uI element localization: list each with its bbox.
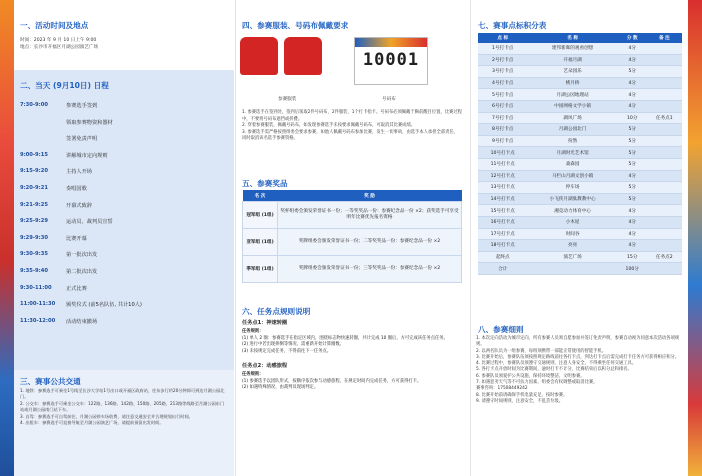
points-cell-id: 13号打卡点 xyxy=(478,182,527,194)
points-cell-name: 桃月桥 xyxy=(527,77,617,89)
points-cell-id: 10号打卡点 xyxy=(478,147,527,159)
schedule-row xyxy=(20,102,228,109)
points-cell-id: 18号打卡点 xyxy=(478,240,527,252)
task-2-label: 任务规则： xyxy=(242,372,264,378)
task-1-rule: (3) 未按规定完成任务，不得前往下一任务点。 xyxy=(242,348,332,354)
schedule-time: 7:30-9:00 xyxy=(20,102,48,108)
points-cell-name: 中国网格文学小镇 xyxy=(527,100,617,112)
schedule-row xyxy=(20,202,228,209)
task-1-rule: (1) 单人 2 圈：参赛选手在指定区域内，围绕标志物快速转圈，共计完成 10 圈后，方可完成该任务点任务。 xyxy=(242,335,448,341)
points-row xyxy=(478,182,682,194)
points-cell-score: 5分 xyxy=(618,66,647,78)
schedule-event: 第一批次出发 xyxy=(66,252,98,259)
points-row xyxy=(478,193,682,205)
points-cell-note: 任务点1 xyxy=(647,112,682,124)
apparel-para: 3. 参赛选手需严格按照组委会要求参赛，如他人佩戴号码布参加比赛，发生一切事故，由选手本人承担全部责任，同时取消该名选手参赛资格。 xyxy=(242,129,459,142)
schedule-event: 活动结束撤场 xyxy=(66,318,98,325)
points-cell-note xyxy=(647,193,682,205)
points-cell-id: 15号打卡点 xyxy=(478,205,527,217)
schedule-row xyxy=(20,251,228,258)
transport-para: 3. 自驾：参赛选手可自驾前往，月湖公园停车场收费，请注意交通安全并合理规划出行时间。 xyxy=(20,413,193,419)
award-rank: 亚军组 (1组) xyxy=(243,229,278,256)
race-bib-image xyxy=(354,37,428,85)
points-cell-id: 14号打卡点 xyxy=(478,193,527,205)
points-cell-note xyxy=(647,124,682,136)
award-reward: 奖牌组委会颁发荣誉证书一份；二等奖奖品一份：参赛纪念品一份 ×2 xyxy=(278,229,462,256)
schedule-time: 9:30-11:00 xyxy=(20,284,52,291)
points-cell-name: 演艺广场 xyxy=(527,251,617,263)
points-cell-score: 100分 xyxy=(618,263,647,275)
section-1-title: 一、活动时间及地点 xyxy=(20,21,89,30)
points-cell-note xyxy=(647,147,682,159)
points-row xyxy=(478,205,682,217)
shirt-front-image xyxy=(240,37,278,75)
awards-header-reward: 奖 励 xyxy=(278,190,462,202)
points-row xyxy=(478,112,682,124)
points-cell-note: 任务点2 xyxy=(647,251,682,263)
transport-para: 4. 出租车：参赛选手可直接导航至月湖公园演艺广场，请提前预留出发时间。 xyxy=(20,420,164,426)
points-cell-name: 开福月湖 xyxy=(527,54,617,66)
rule-para: 7. 如遇恶劣天气等不可抗力因素，组委会有权调整或取消比赛。 xyxy=(476,380,598,386)
points-row xyxy=(478,100,682,112)
points-cell-name: 亮亮 xyxy=(527,240,617,252)
event-time: 时间：2023 年 9 月 10 日上午 9:00 xyxy=(20,38,97,43)
points-cell-score: 15分 xyxy=(618,251,647,263)
column-right xyxy=(472,0,688,476)
points-cell-note xyxy=(647,216,682,228)
schedule-time: 11:30-12:00 xyxy=(20,317,56,324)
section-4-title: 四、参赛服装、号码布佩戴要求 xyxy=(242,21,349,30)
points-cell-score: 4分 xyxy=(618,54,647,66)
rule-para: 1. 本次定向活动为城市定向，所有参赛人员须自愿参加并签订免责声明，参赛自动视为同意本次活动各项规则。 xyxy=(476,336,680,348)
event-place: 地点：长沙市开福区月湖公园演艺广场 xyxy=(20,45,99,50)
points-cell-score: 5分 xyxy=(618,124,647,136)
points-row xyxy=(478,147,682,159)
rule-para: 赛事咨询：17508449242 xyxy=(476,386,528,392)
rule-para: 8. 比赛开始前请确保手机电量充足，按时参赛。 xyxy=(476,392,568,398)
points-row xyxy=(478,240,682,252)
schedule-event: 开幕式致辞 xyxy=(66,202,92,209)
schedule-row xyxy=(20,135,228,142)
schedule-event: 正式比赛 xyxy=(66,285,87,292)
award-rank: 冠军组 (1组) xyxy=(243,202,278,229)
points-cell-name: 艺朵园乐 xyxy=(527,66,617,78)
rule-para: 5. 各打卡点开放时间为比赛期间，逾时打卡不计分，比赛结束后以积分总和排名。 xyxy=(476,367,632,373)
points-row xyxy=(478,216,682,228)
points-row xyxy=(478,43,682,54)
points-cell-score: 4分 xyxy=(618,100,647,112)
section-6-title: 六、任务点规则说明 xyxy=(242,307,311,316)
schedule-time: 9:21-9:25 xyxy=(20,201,48,208)
points-cell-note xyxy=(647,240,682,252)
bib-number: 10001 xyxy=(362,50,420,70)
schedule-row xyxy=(20,318,228,325)
section-2-title: 二、当天 (9月10日) 日程 xyxy=(20,81,109,90)
apparel-para: 1. 参赛选手在签到处，签到后领取2件号码布、2件服装、1个打卡指卡。号码布必须佩戴于胸前醒目位置，比赛过程中，不要将号码布遮挡或折叠。 xyxy=(242,110,462,122)
schedule-time: 9:29-9:30 xyxy=(20,234,48,241)
bib-caption: 号码布 xyxy=(382,97,396,102)
points-cell-note xyxy=(647,100,682,112)
apparel-para: 2. 穿着参赛服装，佩戴号码布，如发现参赛选手未按要求佩戴号码布，可取消其比赛成绩。 xyxy=(242,123,416,129)
award-reward: 奖杯组委会颁发荣誉证书一份；一等奖奖品一份：参赛纪念品一份 ×2；获奖选手可享受明年比赛优先报名资格 xyxy=(278,202,462,229)
section-5-title: 五、参赛奖品 xyxy=(242,179,288,188)
points-cell-score: 5分 xyxy=(618,135,647,147)
schedule-time: 9:20-9:21 xyxy=(20,185,48,191)
points-cell-name: 桑森园 xyxy=(527,158,617,170)
points-cell-name: 扮然 xyxy=(527,135,617,147)
rule-para: 2. 以两名队员为一组参赛，每组须携带一部能正常使用的智能手机。 xyxy=(476,348,607,354)
rules-body xyxy=(476,336,684,405)
points-row xyxy=(478,135,682,147)
points-cell-note xyxy=(647,228,682,240)
schedule-row xyxy=(20,218,228,225)
points-row xyxy=(478,263,682,275)
points-cell-id: 16号打卡点 xyxy=(478,216,527,228)
points-row xyxy=(478,77,682,89)
schedule-row xyxy=(20,235,228,242)
points-cell-score: 4分 xyxy=(618,228,647,240)
section-7-title: 七、赛事点标积分表 xyxy=(478,21,547,30)
schedule-event: 参赛选手签到 xyxy=(66,103,98,109)
award-reward: 奖牌组委会颁发荣誉证书一份；三等奖奖品一份：参赛纪念品一份 ×2 xyxy=(278,256,462,283)
awards-table xyxy=(242,190,462,283)
points-cell-score: 4分 xyxy=(618,89,647,101)
schedule-event: 运动员、裁判员宣誓 xyxy=(66,219,113,226)
section-1 xyxy=(20,20,98,51)
column-left xyxy=(14,0,234,476)
points-row xyxy=(478,89,682,101)
points-cell-id: 11号打卡点 xyxy=(478,158,527,170)
points-cell-id: 9号打卡点 xyxy=(478,135,527,147)
shirt-caption: 参赛服装 xyxy=(278,97,297,102)
schedule-time: 9:25-9:29 xyxy=(20,218,48,225)
points-cell-name: 小木屋 xyxy=(527,216,617,228)
task-1-label: 任务规则： xyxy=(242,329,264,335)
points-cell-id: 4号打卡点 xyxy=(478,77,527,89)
section-3-title: 三、赛事公共交通 xyxy=(20,377,81,386)
column-middle xyxy=(236,0,468,476)
points-cell-note xyxy=(647,205,682,217)
points-cell-score: 5分 xyxy=(618,158,647,170)
schedule-time: 11:00-11:30 xyxy=(20,301,56,308)
schedule-row xyxy=(20,301,228,308)
points-cell-name: 小飞侠月湖肽教教中心 xyxy=(527,193,617,205)
points-row xyxy=(478,251,682,263)
points-cell-note xyxy=(647,182,682,194)
task-2-rule: (1) 参赛选手以团队形式，按顺序依次参与动感旅程，在规定时间内完成任务，方可获得打卡。 xyxy=(242,378,422,384)
points-cell-note xyxy=(647,77,682,89)
schedule-time: 9:30-9:35 xyxy=(20,251,48,258)
points-cell-note xyxy=(647,158,682,170)
points-row xyxy=(478,66,682,78)
schedule-time xyxy=(20,135,66,142)
points-cell-score: 4分 xyxy=(618,170,647,182)
points-cell-score: 5分 xyxy=(618,182,647,194)
points-row xyxy=(478,54,682,66)
points-cell-name: 停车场 xyxy=(527,182,617,194)
points-cell-score: 4分 xyxy=(618,205,647,217)
points-cell-name: 月湖公园地理站 xyxy=(527,89,617,101)
award-rank: 季军组 (1组) xyxy=(243,256,278,283)
points-cell-note xyxy=(647,54,682,66)
schedule-row xyxy=(20,185,228,192)
section-8-title: 八、参赛细则 xyxy=(478,325,524,334)
points-table xyxy=(478,33,682,275)
schedule-time: 9:35-9:40 xyxy=(20,268,48,274)
schedule-panel xyxy=(14,70,234,370)
schedule-time: 9:00-9:15 xyxy=(20,151,48,158)
points-cell-id: 2号打卡点 xyxy=(478,54,527,66)
schedule-row xyxy=(20,119,228,126)
shirt-images xyxy=(240,37,322,75)
points-cell-note xyxy=(647,89,682,101)
schedule-event: 第二批次出发 xyxy=(66,269,98,275)
task-1-rule: (2) 进行中若出现摔倒等情况，需重新开始计算圈数。 xyxy=(242,342,344,348)
points-cell-note xyxy=(647,263,682,275)
points-cell-note xyxy=(647,170,682,182)
points-cell-name: 建邦新晖的观看创想 xyxy=(527,43,617,54)
points-cell-id: 起终点 xyxy=(478,251,527,263)
transport-para: 1. 地铁：参赛选手可乘坐1号线至长沙大学站1号出口或开福区政府站，往东步行约20分钟即可到达月湖公园北门。 xyxy=(20,388,225,400)
fold-divider xyxy=(470,0,471,476)
task-2-rule: (2) 如遇特殊情况，由裁判员现场判定。 xyxy=(242,385,319,391)
points-row xyxy=(478,158,682,170)
points-cell-score: 5分 xyxy=(618,193,647,205)
schedule-row xyxy=(20,285,228,292)
points-cell-name: 时间谷 xyxy=(527,228,617,240)
points-cell-score: 4分 xyxy=(618,77,647,89)
points-cell-name: 月湖公园北门 xyxy=(527,124,617,136)
points-cell-name xyxy=(527,263,617,275)
points-cell-name: 月湖时光艺术馆 xyxy=(527,147,617,159)
points-cell-note xyxy=(647,43,682,54)
schedule-event: 签署免责声明 xyxy=(66,136,98,143)
points-cell-id: 17号打卡点 xyxy=(478,228,527,240)
points-cell-score: 10分 xyxy=(618,112,647,124)
transport-panel xyxy=(14,370,234,476)
left-decorative-edge xyxy=(0,0,14,476)
points-header-id: 点 标 xyxy=(478,33,527,43)
rule-para: 4. 比赛过程中，参赛队员须遵守交通规则，注意人身安全，不得乘坐任何交通工具。 xyxy=(476,361,637,367)
rule-para: 9. 请遵守时间规则，注意安全，不乱丢垃圾。 xyxy=(476,398,564,404)
awards-header-rank: 名 次 xyxy=(243,190,278,202)
points-cell-note xyxy=(647,66,682,78)
points-cell-id: 5号打卡点 xyxy=(478,89,527,101)
right-decorative-edge xyxy=(688,0,702,476)
points-cell-name: 湘竞动力体育中心 xyxy=(527,205,617,217)
points-row xyxy=(478,124,682,136)
points-cell-name: 湖风广场 xyxy=(527,112,617,124)
schedule-event: 领取参赛物资和器材 xyxy=(66,119,113,126)
transport-para: 2. 公交车：参赛选手可乘坐公交车：122路、136路、142路、150路、205路、213路等线路至月湖公园东门站或月湖公园南门站下车。 xyxy=(20,400,225,413)
points-cell-name: 马栏山月湖文创小镇 xyxy=(527,170,617,182)
schedule-event: 颁奖仪式 (前5名队伍, 共计10人) xyxy=(66,302,142,309)
points-cell-id: 合计 xyxy=(478,263,527,275)
shirt-back-image xyxy=(284,37,322,75)
schedule-event: 比赛开幕 xyxy=(66,235,87,242)
points-cell-score: 4分 xyxy=(618,240,647,252)
points-cell-score: 5分 xyxy=(618,147,647,159)
points-cell-id: 6号打卡点 xyxy=(478,100,527,112)
points-cell-score: 4分 xyxy=(618,43,647,54)
schedule-row xyxy=(20,152,228,159)
schedule-row xyxy=(20,268,228,275)
points-header-name: 名 称 xyxy=(527,33,617,43)
schedule-event: 奏唱国歌 xyxy=(66,186,87,192)
points-cell-score: 4分 xyxy=(618,216,647,228)
points-row xyxy=(478,228,682,240)
schedule-event: 主持人开场 xyxy=(66,169,92,176)
schedule-row xyxy=(20,168,228,175)
schedule-time xyxy=(20,119,66,126)
task-2-title: 任务点2：动感旅程 xyxy=(242,363,288,370)
points-header-note: 备 注 xyxy=(647,33,682,43)
points-cell-id: 8号打卡点 xyxy=(478,124,527,136)
points-cell-id: 7号打卡点 xyxy=(478,112,527,124)
task-1-title: 任务点1：神速转圈 xyxy=(242,320,288,326)
points-header-score: 分 数 xyxy=(618,33,647,43)
schedule-time: 9:15-9:20 xyxy=(20,168,48,175)
points-cell-id: 3号打卡点 xyxy=(478,66,527,78)
points-cell-id: 12号打卡点 xyxy=(478,170,527,182)
schedule-event: 讲解城市定向规则 xyxy=(66,152,108,159)
rule-para: 6. 参赛队员须爱护公共设施，保持环境整洁，文明参赛。 xyxy=(476,373,585,379)
points-row xyxy=(478,170,682,182)
points-cell-id: 1号打卡点 xyxy=(478,43,527,54)
points-cell-note xyxy=(647,135,682,147)
rule-para: 3. 比赛开始后，参赛队伍须按照规定路线前往各打卡点，到达打卡点后需完成打卡任务方可获得相应积分。 xyxy=(476,354,680,360)
